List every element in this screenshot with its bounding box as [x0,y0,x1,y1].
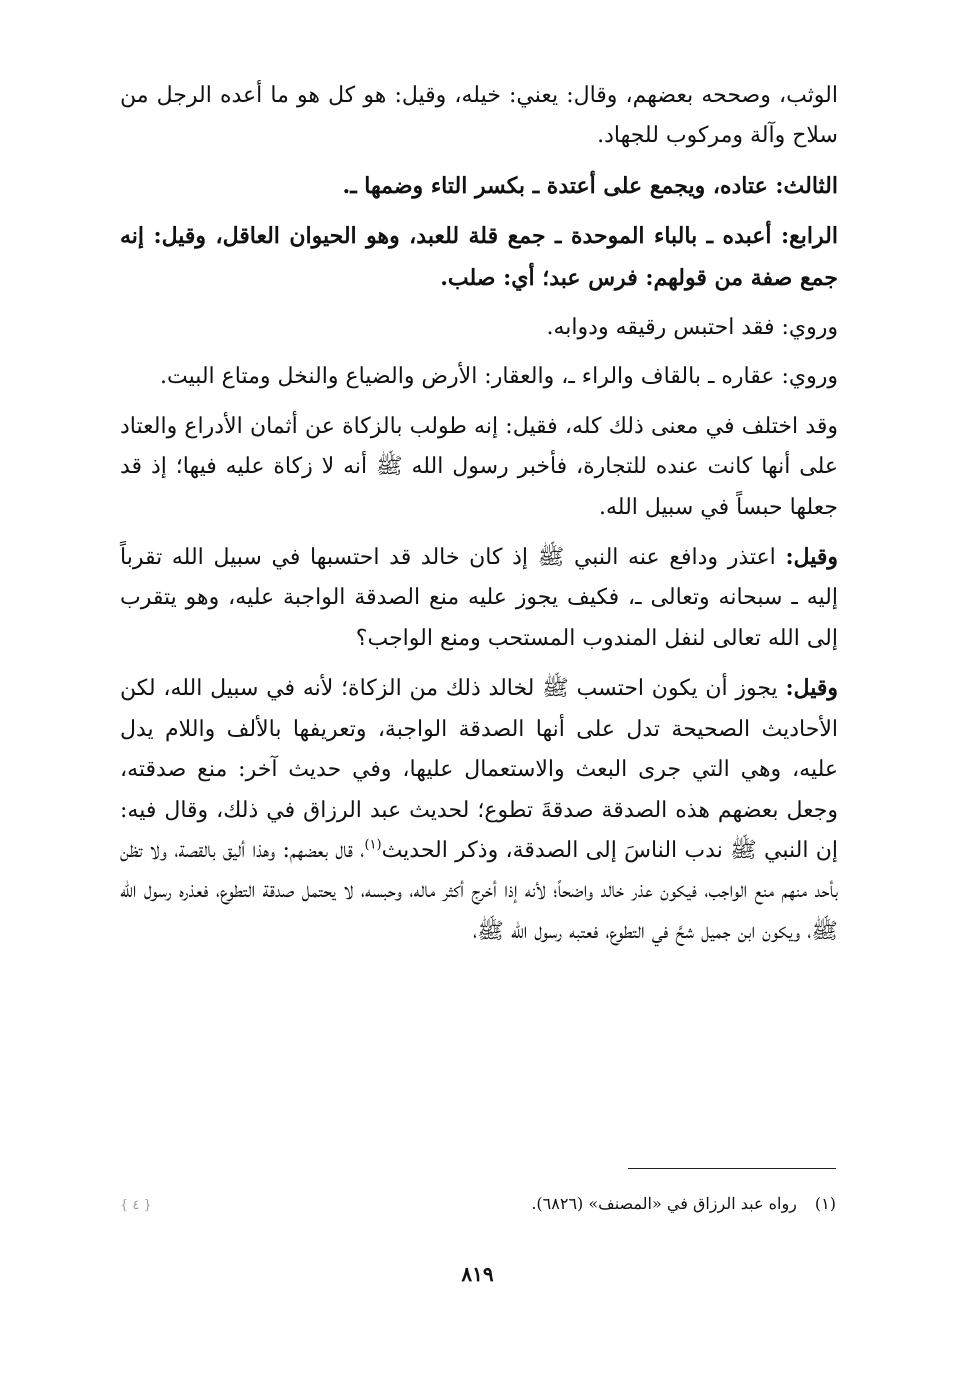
paragraph-7-text: اعتذر ودافع عنه النبي ﷺ إذ كان خالد قد احتسبها في سبيل الله تقرباً إليه ـ سبحانه وتعالى ـ، فكيف يجوز عليه منع الصدقة الواجبة عليه، وهو يتقرب إلى الله تعالى لنفل المندوب المستحب ومنع الواجب؟ [120,545,838,651]
paragraph-5-text: وروي: عقاره ـ بالقاف والراء ـ، والعقار: الأرض والضياع والنخل ومتاع البيت. [159,364,838,390]
paragraph-4-text: وروي: فقد احتبس رقيقه ودوابه. [546,315,838,341]
paragraph-1 [120,76,838,157]
page-body [120,76,838,961]
footnote-reference[interactable]: (١) [364,837,382,853]
paragraph-2 [120,166,838,207]
page-number: ٨١٩ [461,1262,494,1286]
paragraph-7 [120,537,838,659]
paragraph-8-text-continued: ، قال بعضهم: وهذا أليق بالقصة، ولا تظن بأحد منهم منع الواجب، فيكون عذر خالد واضحاً؛ لأنه إذا أخرج أكثر ماله، وحبسه، لا يحتمل صدقة التطوع، فعذره رسول الله ﷺ، ويكون ابن جميل شحَّ في التطوع، فعتبه رسول الله ﷺ، [120,837,838,944]
paragraph-2-text: عتاده، ويجمع على أعتدة ـ بكسر التاء وضمها ـ. [342,172,776,199]
paragraph-6 [120,407,838,528]
paragraph-8-lead: وقيل: [785,675,838,702]
paragraph-5 [120,357,838,397]
footnote-number: (١) [814,1194,836,1213]
paragraph-8-text: يجوز أن يكون احتسب ﷺ لخالد ذلك من الزكاة؛ لأنه في سبيل الله، لكن الأحاديث الصحيحة تدل على أنها الصدقة الواجبة، وتعريفها بالألف واللام يدل عليه، وهي التي جرى البعث والاستعمال عليها، وفي حديث آخر: منع صدقته، وجعل بعضهم هذه الصدقة صدقةَ تطوع؛ لحديث عبد الرزاق في ذلك، وقال فيه: إن النبي ﷺ ندب الناسَ إلى الصدقة، وذكر الحديث [120,676,838,863]
paragraph-3-lead: الرابع: [780,223,838,250]
paragraph-4 [120,308,838,348]
paragraph-7-lead: وقيل: [785,544,838,571]
paragraph-3-text: أعبده ـ بالباء الموحدة ـ جمع قلة للعبد، وهو الحيوان العاقل، وقيل: إنه جمع صفة من قولهم: فرس عبد؛ أي: صلب. [120,223,838,291]
paragraph-8 [120,668,838,952]
footnote-divider [628,1168,836,1169]
paragraph-3 [120,216,838,299]
margin-mark: { ٤ } [120,1198,152,1213]
paragraph-2-lead: الثالث: [775,172,838,199]
paragraph-6-text: وقد اختلف في معنى ذلك كله، فقيل: إنه طولب بالزكاة عن أثمان الأدراع والعتاد على أنها كانت عنده للتجارة، فأخبر رسول الله ﷺ أنه لا زكاة عليه فيها؛ إذ قد جعلها حبساً في سبيل الله. [120,413,838,520]
paragraph-1-text: الوثب، وصححه بعضهم، وقال: يعني: خيله، وقيل: هو كل هو ما أعده الرجل من سلاح وآلة ومركوب للجهاد. [120,83,838,149]
footnote [180,1192,836,1216]
footnote-text: رواه عبد الرزاق في «المصنف» (٦٨٢٦). [531,1194,797,1213]
